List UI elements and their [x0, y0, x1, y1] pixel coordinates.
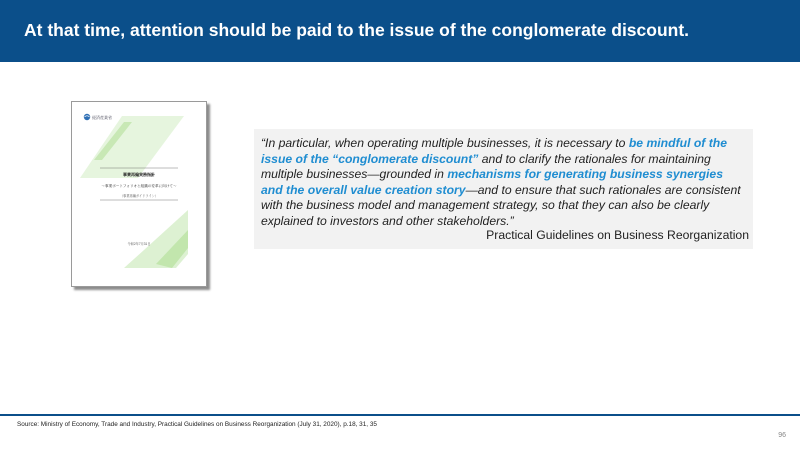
document-date: 令和2年7月31日 — [127, 242, 151, 246]
document-subtitle-2: （事業再編ガイドライン） — [119, 194, 159, 198]
document-logo-text: 経済産業省 — [92, 115, 112, 120]
page-title: At that time, attention should be paid to the issue of the conglomerate discount. — [24, 20, 690, 40]
header-bar — [0, 0, 800, 62]
source-note: Source: Ministry of Economy, Trade and Industry, Practical Guidelines on Business Reorganization (July 31, 2020), p.18, 31, 35 — [17, 421, 377, 428]
quote-segment: “In particular, when operating multiple businesses, it is necessary to — [261, 136, 629, 150]
quote-highlight: mechanisms for generating business synergies and the overall value creation story — [261, 167, 723, 197]
quote-segment: —and to ensure that such rationales are consistent with the business model and management strategy, so that they can also be clearly explained to investors and other stakeholders.” — [261, 182, 741, 228]
document-title: 事業再編実務指針 — [123, 172, 155, 177]
document-subtitle: ～事業ポートフォリオと組織の変革に向けて～ — [101, 184, 177, 188]
quote-text — [261, 136, 747, 230]
quote-source: Practical Guidelines on Business Reorganization — [486, 228, 749, 242]
quote-box — [254, 129, 753, 249]
quote-highlight: be mindful of the issue of the “conglomerate discount” — [261, 136, 728, 166]
ministry-logo-icon — [84, 114, 90, 120]
quote-segment: and to clarify the rationales for maintaining multiple businesses—grounded in — [261, 151, 711, 182]
page-number: 96 — [778, 432, 786, 439]
document-thumbnail — [71, 101, 207, 287]
footer-divider — [0, 414, 800, 416]
